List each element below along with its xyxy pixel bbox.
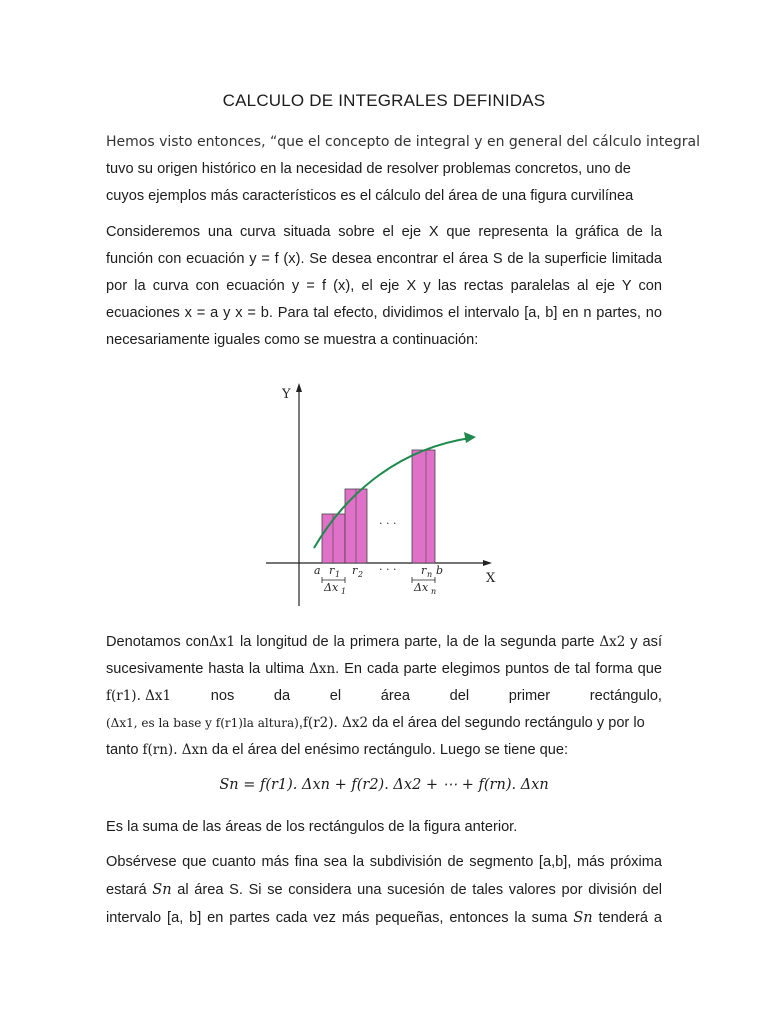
math-nth-area: f(rn). Δxn <box>142 742 208 758</box>
x-axis-arrow <box>483 560 492 566</box>
word: área <box>380 688 411 704</box>
curve-arrow <box>464 432 476 443</box>
text-line: ecuaciones x = a y x = b. Para tal efecto, dividimos el intervalo [a, b] en n partes, no <box>106 305 662 321</box>
text-line <box>106 683 662 710</box>
label-rn-subscript: n <box>427 570 433 579</box>
word: nos <box>210 688 235 704</box>
label-r2-subscript: 2 <box>358 570 364 579</box>
word: del <box>449 688 470 704</box>
text-line: (Δx1, es la base y f(r1)la altura),f(r2). Δx2 da el área del segundo rectángulo y por lo <box>106 715 645 731</box>
text-line: función con ecuación y = f (x). Se desea encontrar el área S de la superficie limitada <box>106 251 662 267</box>
text-line: Denotamos conΔx1 la longitud de la primera parte, la de la segunda parte Δx2 y así <box>106 634 663 650</box>
text-line: sucesivamente hasta la ultima Δxn. En cada parte elegimos puntos de tal forma que <box>106 661 663 677</box>
paragraph-notation <box>106 629 662 764</box>
paragraph-intro <box>106 129 701 210</box>
text-line: cuyos ejemplos más característicos es el cálculo del área de una figura curvilínea <box>106 188 634 204</box>
math-dx2: Δx2 <box>599 634 626 650</box>
text-line: Es la suma de las áreas de los rectángulos de la figura anterior. <box>106 819 518 835</box>
math-sn: Sn <box>152 881 172 898</box>
label-rn: r <box>421 564 427 577</box>
label-dxn: Δx <box>414 581 429 594</box>
paragraph-sum-note <box>106 814 662 841</box>
riemann-sum-diagram <box>262 380 502 610</box>
label-r1: r <box>329 564 335 577</box>
rectangle-1 <box>322 514 345 563</box>
paragraph-limit <box>106 849 662 932</box>
y-axis-label: Y <box>282 387 291 402</box>
text-line: estará Sn al área S. Si se considera una sucesión de tales valores por división del <box>106 881 662 898</box>
label-b: b <box>436 564 444 577</box>
text-line: Consideremos una curva situada sobre el eje X que representa la gráfica de la <box>106 224 662 240</box>
x-axis-label: X <box>486 571 496 586</box>
riemann-sum-formula: Sn = f(r1). Δxn + f(r2). Δx2 + ⋯ + f(rn). Δxn <box>219 777 549 793</box>
text-line: necesariamente iguales como se muestra a continuación: <box>106 332 479 348</box>
label-a: a <box>314 564 321 577</box>
text-line: tanto f(rn). Δxn da el área del enésimo rectángulo. Luego se tiene que: <box>106 742 569 758</box>
math-term: f(r1). Δx1 <box>106 688 172 704</box>
y-axis-arrow <box>296 383 302 392</box>
label-dx1-subscript: 1 <box>341 587 347 596</box>
label-r1-subscript: 1 <box>335 570 341 579</box>
word: primer <box>508 688 551 704</box>
word: da <box>273 688 291 704</box>
label-r2: r <box>352 564 358 577</box>
riemann-sum-figure <box>262 380 502 615</box>
dots-middle: · · · <box>379 517 397 530</box>
paragraph-curve-description <box>106 219 662 354</box>
rectangle-n <box>412 450 435 563</box>
text-line: Obsérvese que cuanto más fina sea la subdivisión de segmento [a,b], más próxima <box>106 854 662 870</box>
math-dxn: Δxn <box>309 661 336 677</box>
text-line: Hemos visto entonces, “que el concepto de integral y en general del cálculo integral <box>106 134 701 150</box>
word: el <box>329 688 342 704</box>
text-line: por la curva con ecuación y = f (x), el eje X y las rectas paralelas al eje Y con <box>106 278 662 294</box>
math-sn: Sn <box>573 909 593 926</box>
page-title: CALCULO DE INTEGRALES DEFINIDAS <box>222 91 546 110</box>
math-second-area: f(r2). Δx2 <box>302 715 369 731</box>
text-line: tuvo su origen histórico en la necesidad de resolver problemas concretos, uno de <box>106 161 631 177</box>
label-dxn-subscript: n <box>431 587 437 596</box>
dots-axis: · · · <box>379 563 397 576</box>
label-dx1: Δx <box>324 581 339 594</box>
math-base-height-note: (Δx1, es la base y f(r1)la altura) <box>106 716 299 730</box>
text-line: intervalo [a, b] en partes cada vez más pequeñas, entonces la suma Sn tenderá a <box>106 909 662 926</box>
math-dx1: Δx1 <box>209 634 236 650</box>
word: rectángulo, <box>589 688 662 704</box>
